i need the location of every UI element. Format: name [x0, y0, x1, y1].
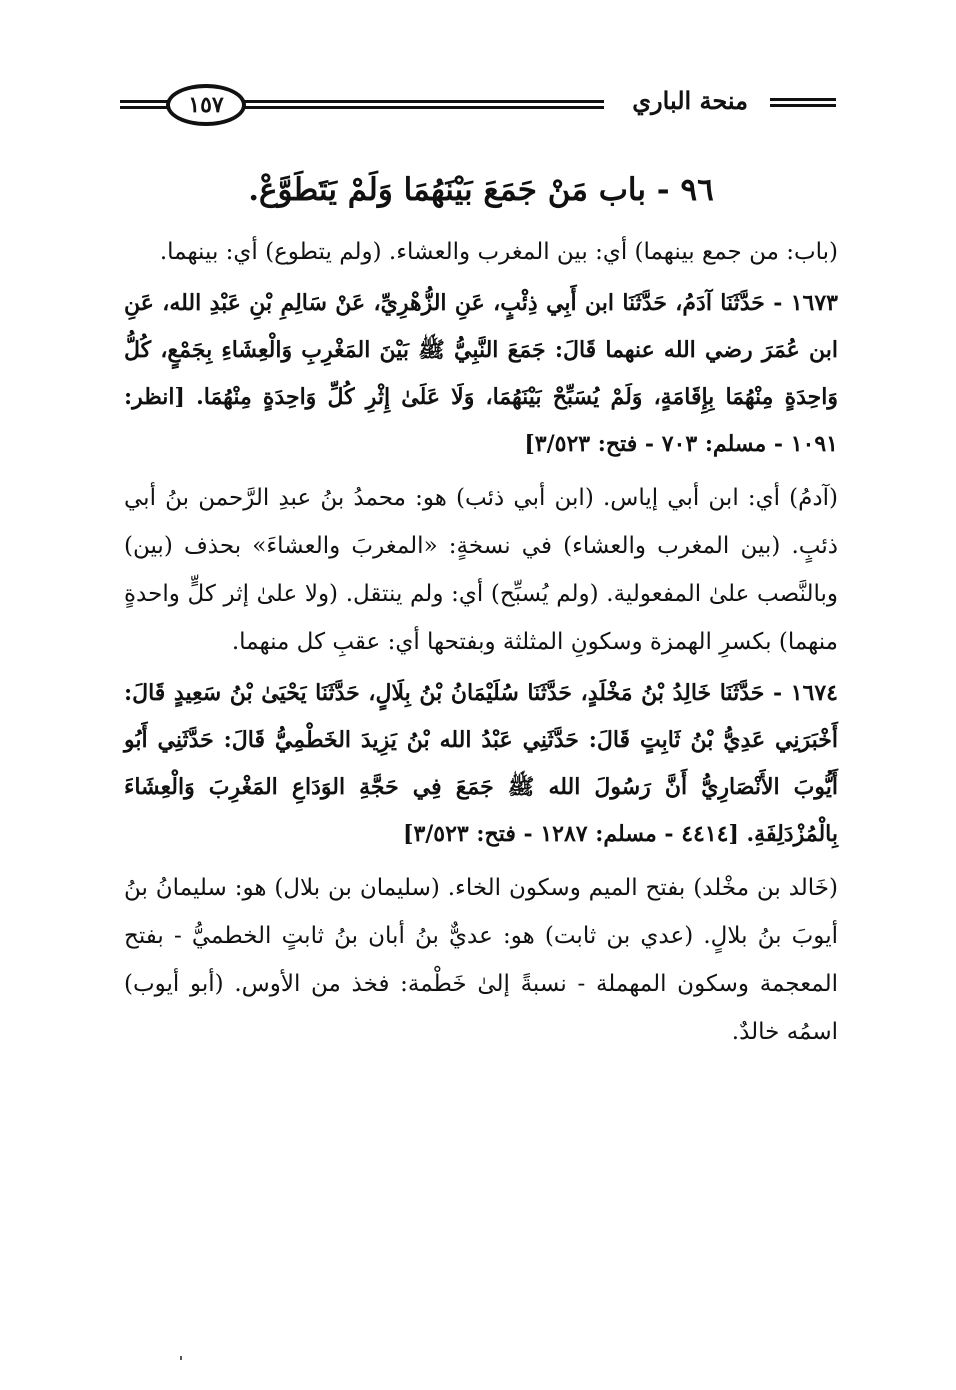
page-header	[120, 78, 836, 134]
page-number: ١٥٧	[166, 84, 246, 126]
header-rule-left	[120, 100, 168, 109]
commentary-paragraph: (خَالد بن مخْلد) بفتح الميم وسكون الخاء. (سليمان بن بلال) هو: سليمانُ بنُ أيوبَ بنُ بلالٍ. (عدي بن ثابت) هو: عديٌّ بنُ أبان بنُ ثابتٍ الخطميُّ - بفتح المعجمة وسكون المهملة - نسبةً إلىٰ خَطْمة: فخذ من الأوس. (أبو أيوب) اسمُه خالدٌ.	[124, 875, 838, 1045]
commentary-paragraph: (آدمُ) أي: ابن أبي إياس. (ابن أبي ذئب) هو: محمدُ بنُ عبدِ الرَّحمن بنُ أبي ذئبٍ. (بين المغرب والعشاء) في نسخةٍ: «المغربَ والعشاءَ» بحذف (بين) وبالنَّصب علىٰ المفعولية. (ولم يُسبِّح) أي: ولم ينتقل. (ولا علىٰ إثر كلٍّ واحدةٍ منهما) بكسرِ الهمزة وسكونِ المثلثة وبفتحها أي: عقبِ كل منهما.	[124, 485, 838, 655]
chapter-heading: ٩٦ - باب مَنْ جَمَعَ بَيْنَهُمَا وَلَمْ يَتَطَوَّعْ.	[248, 172, 714, 208]
commentary-paragraph: (باب: من جمع بينهما) أي: بين المغرب والعشاء. (ولم يتطوع) أي: بينهما.	[159, 239, 838, 265]
page-content	[124, 166, 838, 1060]
scan-mark	[180, 1356, 182, 1360]
header-rule-middle	[236, 100, 604, 109]
hadith-paragraph: ١٦٧٣ - حَدَّثَنَا آدَمُ، حَدَّثَنَا ابن أَبِي ذِئْبٍ، عَنِ الزُّهْرِيِّ، عَنْ سَالِمِ بْنِ عَبْدِ الله، عَنِ ابن عُمَرَ رضي الله عنهما قَالَ: جَمَعَ النَّبِيُّ ﷺ بَيْنَ المَغْرِبِ وَالْعِشَاءِ بِجَمْعٍ، كُلُّ وَاحِدَةٍ مِنْهُمَا بِإِقَامَةٍ، وَلَمْ يُسَبِّحْ بَيْنَهُمَا، وَلَا عَلَىٰ إِثْرِ كُلِّ وَاحِدَةٍ مِنْهُمَا. [انظر: ١٠٩١ - مسلم: ٧٠٣ - فتح: ٣/٥٢٣]	[124, 290, 838, 457]
hadith-paragraph: ١٦٧٤ - حَدَّثَنَا خَالِدُ بْنُ مَخْلَدٍ، حَدَّثَنَا سُلَيْمَانُ بْنُ بِلَالٍ، حَدَّثَنَا يَحْيَىٰ بْنُ سَعِيدٍ قَالَ: أَخْبَرَنِي عَدِيُّ بْنُ ثَابِتٍ قَالَ: حَدَّثَنِي عَبْدُ الله بْنُ يَزِيدَ الخَطْمِيُّ قَالَ: حَدَّثَنِي أَبُو أَيُّوبَ الأَنْصَارِيُّ أَنَّ رَسُولَ الله ﷺ جَمَعَ فِي حَجَّةِ الوَدَاعِ المَغْرِبَ وَالْعِشَاءَ بِالْمُزْدَلِفَةِ. [٤٤١٤ - مسلم: ١٢٨٧ - فتح: ٣/٥٢٣]	[124, 680, 838, 847]
header-rule-right	[770, 98, 836, 107]
running-title: منحة الباري	[632, 86, 748, 115]
